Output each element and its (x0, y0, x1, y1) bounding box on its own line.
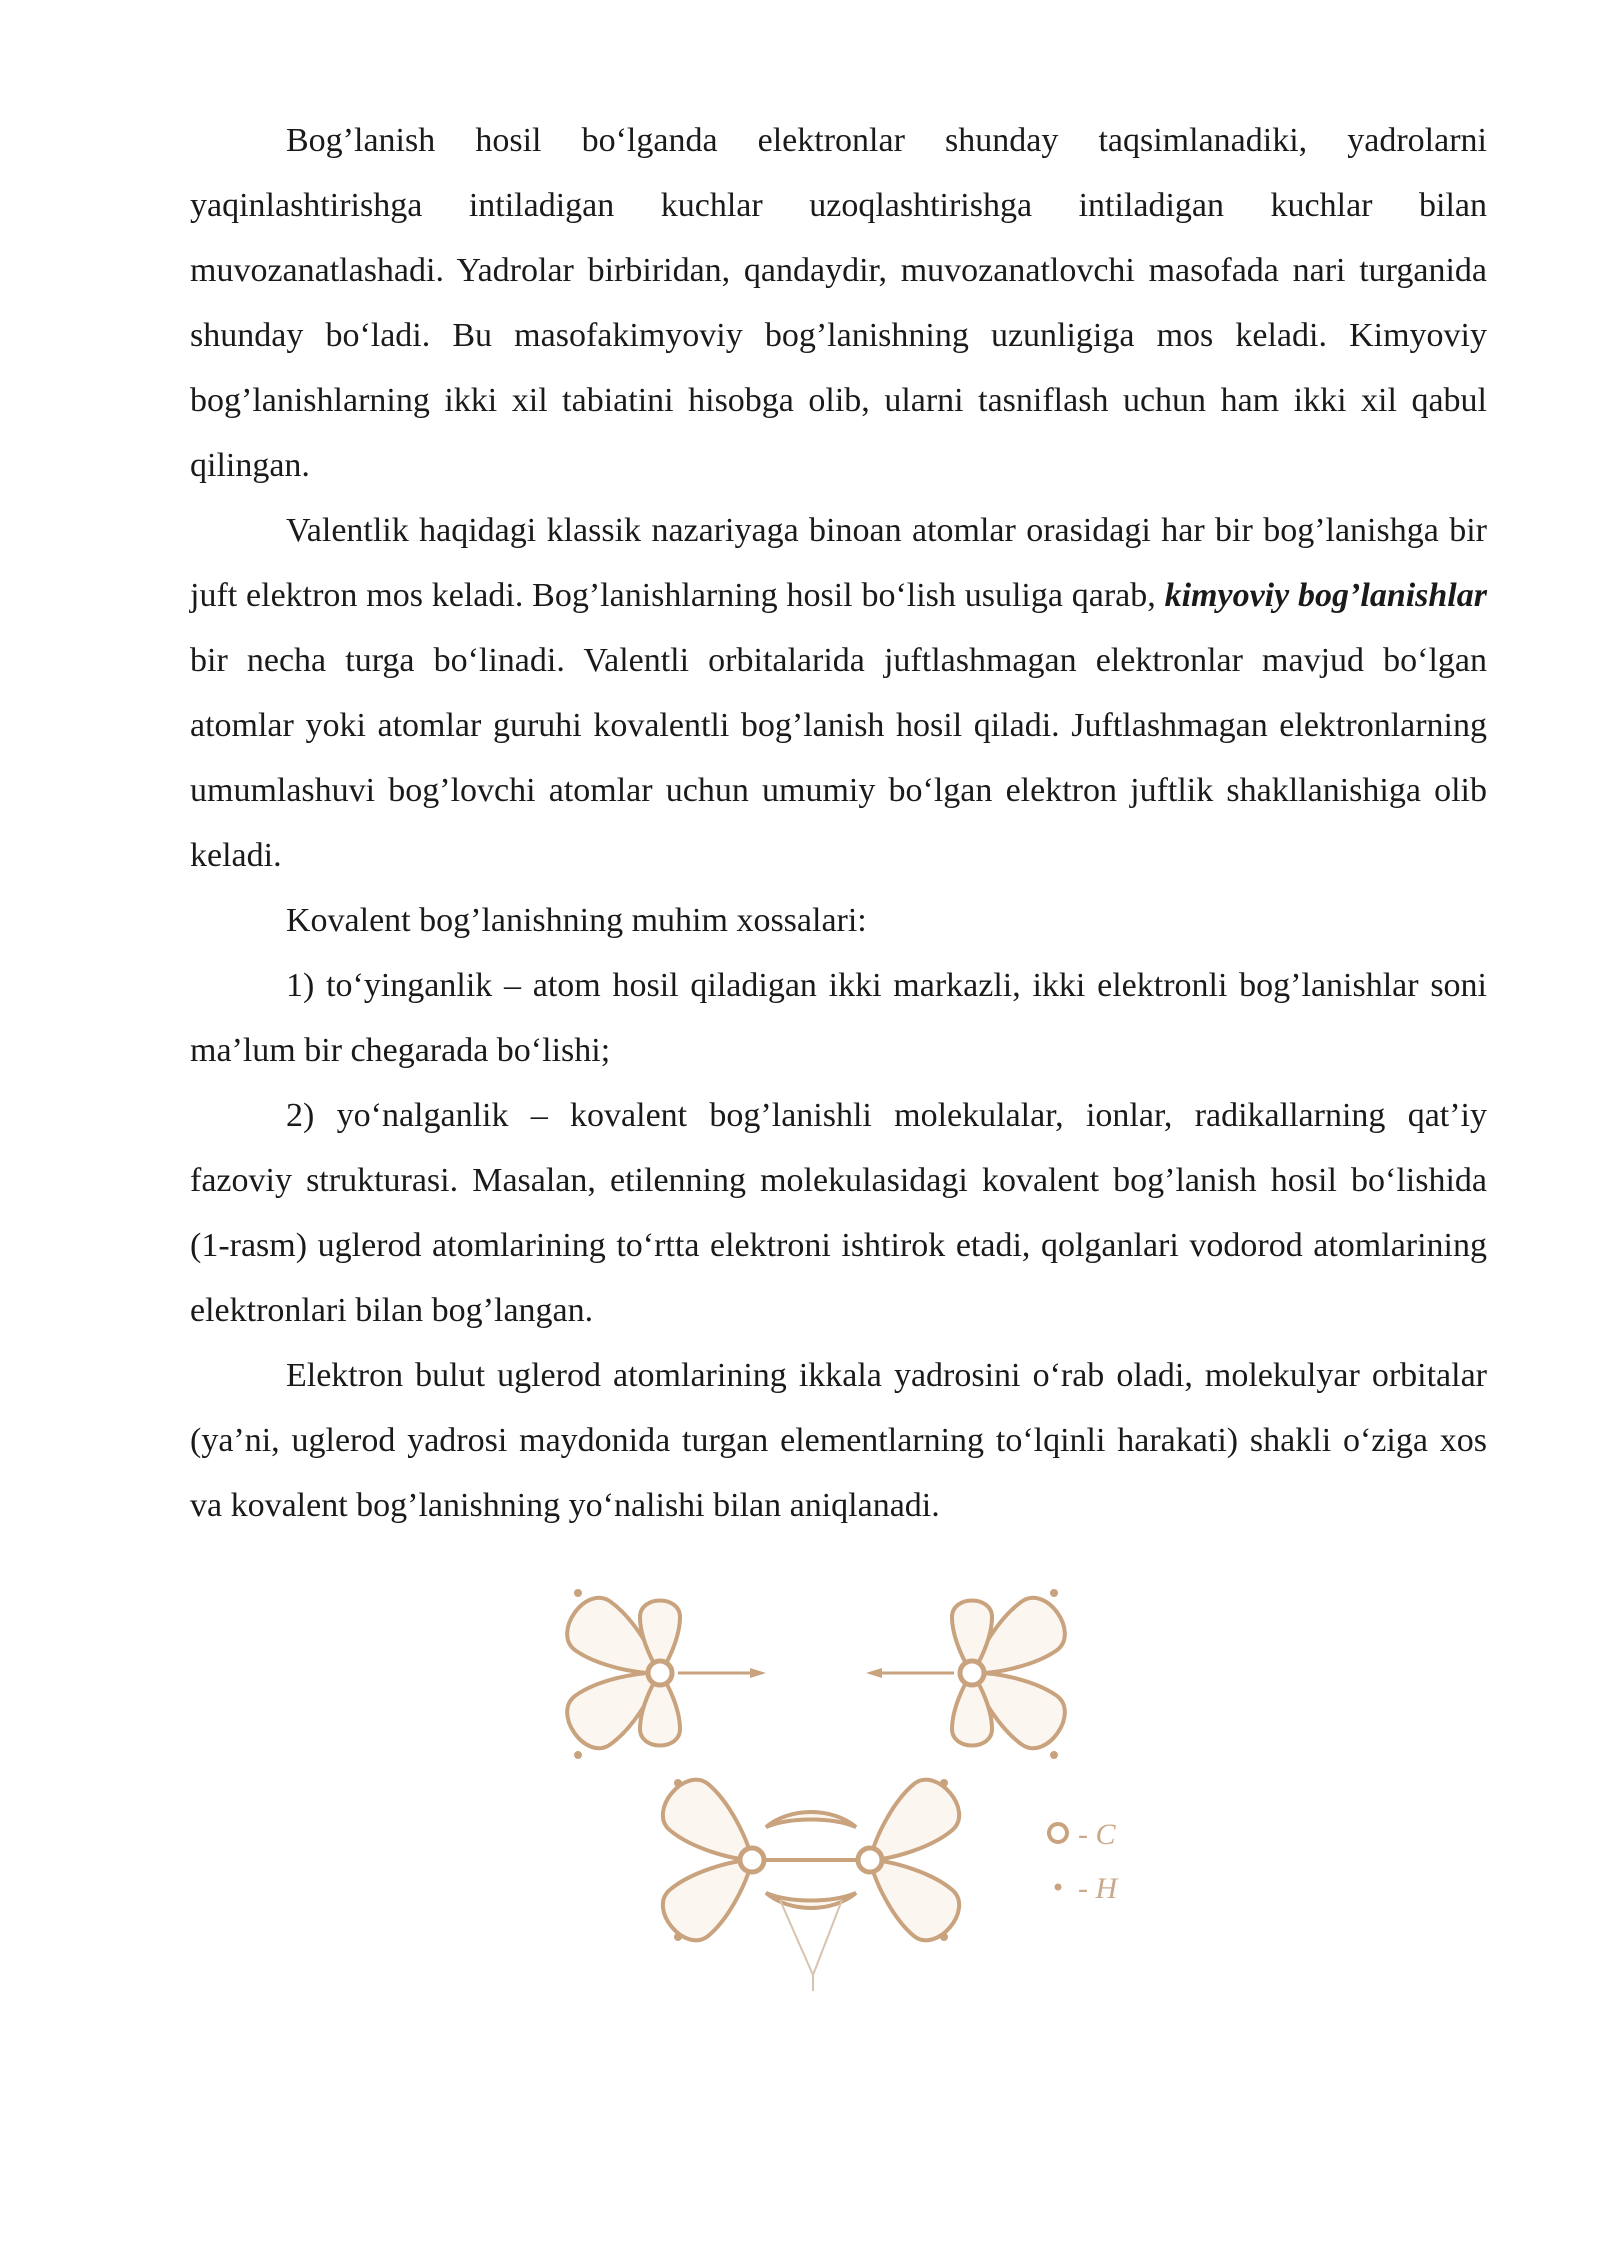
hydrogen-dot-icon (1050, 1589, 1058, 1597)
carbon-legend-icon (1049, 1824, 1067, 1842)
paragraph-2-emphasis: kimyoviy bog’lanishlar (1164, 577, 1487, 614)
orbital-diagram-svg (530, 1555, 1170, 2015)
paragraph-1: Bog’lanish hosil bo‘lganda elektronlar shunday taqsimlanadiki, yadrolarni yaqinlashtirishga intiladigan kuchlar uzoqlashtirishga intiladigan kuchlar bilan muvozanatlashadi. Yadrolar birbiridan, qandaydir, muvozanatlovchi masofada nari turganida shunday bo‘ladi. Bu masofakimyoviy bog’lanishning uzunligiga mos keladi. Kimyoviy bog’lanishlarning ikki xil tabiatini hisobga olib, ularni tasniflash uchun ham ikki xil qabul qilingan. (190, 122, 1487, 484)
paragraph-6: Elektron bulut uglerod atomlarining ikkala yadrosini o‘rab oladi, molekulyar orbitalar (ya’ni, uglerod yadrosi maydonida turgan elementlarning to‘lqinli harakati) shakli o‘ziga xos va kovalent bog’lanishning yo‘nalishi bilan aniqlanadi. (190, 1357, 1487, 1524)
hydrogen-dot-icon (674, 1933, 682, 1941)
carbon-legend-label: - C (1078, 1818, 1116, 1851)
hydrogen-dot-icon (1050, 1751, 1058, 1759)
ethylene-bonded-pair (653, 1770, 970, 1991)
carbon-nucleus-icon (960, 1661, 984, 1685)
paragraph-2-end: bir necha turga bo‘linadi. Valentli orbitalarida juftlashmagan elektronlar mavjud bo‘lgan atomlar yoki atomlar guruhi kovalentli bog’lanish hosil qiladi. Juftlashmagan elektronlarning umumlashuvi bog’lovchi atomlar uchun umumiy bo‘lgan elektron juftlik shakllanishiga olib keladi. (190, 642, 1487, 874)
carbon-atom-top-right (866, 1588, 1075, 1759)
hydrogen-dot-icon (674, 1779, 682, 1787)
pi-cloud-upper (766, 1812, 856, 1827)
list-item-2: 2) yo‘nalganlik – kovalent bog’lanishli molekulalar, ionlar, radikallarning qat’iy fazoviy strukturasi. Masalan, etilenning molekulasidagi kovalent bog’lanish hosil bo‘lishida (1-rasm) uglerod atomlarining to‘rtta elektroni ishtirok etadi, qolganlari vodorod atomlarining elektronlari bilan bog’langan. (190, 1097, 1487, 1329)
body-text (190, 108, 1487, 1538)
pointer-line (813, 1900, 842, 1975)
carbon-nucleus-icon (858, 1848, 882, 1872)
hydrogen-legend-label: - H (1078, 1872, 1118, 1905)
ethylene-orbital-figure (530, 1555, 1170, 2015)
hydrogen-dot-icon (940, 1779, 948, 1787)
carbon-nucleus-icon (648, 1661, 672, 1685)
paragraph-2-start: Valentlik haqidagi klassik nazariyaga binoan atomlar orasidagi har bir bog’lanishga bir juft elektron mos keladi. Bog’lanishlarning hosil bo‘lish usuliga qarab, (190, 512, 1487, 614)
pointer-line (780, 1900, 813, 1975)
list-item-1: 1) to‘yinganlik – atom hosil qiladigan ikki markazli, ikki elektronli bog’lanishlar soni ma’lum bir chegarada bo‘lishi; (190, 967, 1487, 1069)
carbon-atom-top-left (557, 1588, 766, 1759)
hydrogen-dot-icon (940, 1933, 948, 1941)
paragraph-3: Kovalent bog’lanishning muhim xossalari: (286, 902, 867, 939)
figure-legend (1049, 1818, 1119, 1905)
carbon-nucleus-icon (740, 1848, 764, 1872)
hydrogen-legend-icon (1055, 1884, 1062, 1891)
hydrogen-dot-icon (574, 1751, 582, 1759)
hydrogen-dot-icon (574, 1589, 582, 1597)
paragraph-2 (190, 498, 1487, 888)
